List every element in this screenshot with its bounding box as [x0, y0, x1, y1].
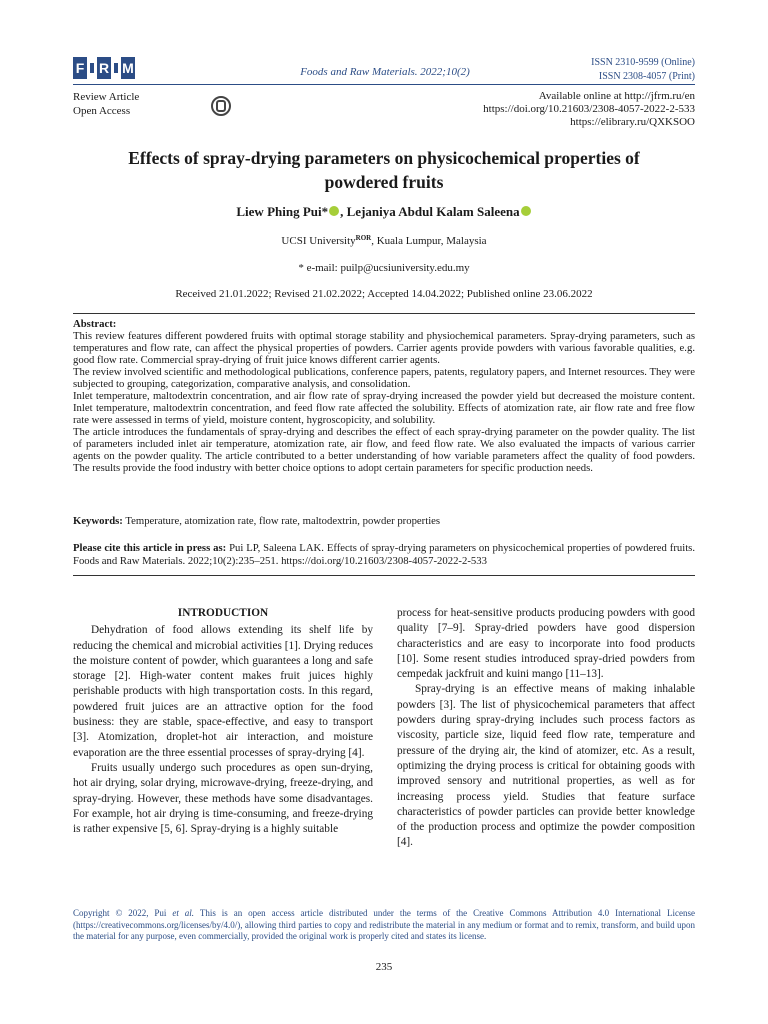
citation-label: Please cite this article in press as:: [73, 542, 227, 554]
issn-block: [591, 56, 695, 84]
affiliation-location: , Kuala Lumpur, Malaysia: [371, 235, 487, 247]
access-type: Open Access: [73, 105, 131, 117]
keywords-text: Temperature, atomization rate, flow rate, maltodextrin, powder properties: [122, 515, 441, 527]
logo-separator: [89, 57, 95, 79]
university-name: UCSI University: [281, 235, 356, 247]
logo-letter-m: M: [121, 57, 135, 79]
body-paragraph: Fruits usually undergo such procedures as open sun-drying, hot air drying, solar drying, microwave-drying, freeze-drying, and spray-drying. However, these methods have some disadvantages. For example, hot air drying is time-consuming, and freeze-drying is rather expensive [5, 6]. Spray-drying is a highly suitable: [73, 761, 373, 836]
body-column-left: [73, 606, 373, 837]
abstract-paragraph: Inlet temperature, maltodextrin concentration, and air flow rate of spray-drying increased the powder yield but decreased the moisture content. Inlet temperature, maltodextrin concentration, and feed flow rate affected the solubility. Effects of atomization rate, air flow rate and free flow rate were assessed in terms of yield, moisture content, hygroscopicity, and solubility.: [73, 390, 695, 426]
article-type: Review Article: [73, 91, 140, 103]
article-meta-right: [483, 90, 695, 129]
abstract-paragraph: This review features different powdered fruits with optimal storage stability and physiochemical parameters. Spray-drying parameters, such as temperatures and flow rate, can affect the physical properties of powders. Carrier agents provide powders with various favorable qualities, e.g. good flow rate. Commercial spray-drying of fruit juice knows different carrier agents.: [73, 330, 695, 366]
available-online-link[interactable]: Available online at http://jfrm.ru/en: [538, 90, 695, 102]
abstract-heading: Abstract:: [73, 318, 117, 330]
copyright-etal: et al.: [172, 908, 195, 918]
doi-link[interactable]: https://doi.org/10.21603/2308-4057-2022-2-533: [483, 103, 695, 115]
body-paragraph: Dehydration of food allows extending its shelf life by reducing the chemical and microbial activities [1]. Drying reduces the moisture content of powder, which guarantees a long and safe storage [2]. High-water content makes fruit juices highly perishable products with high transportation costs. In this regard, powdered fruit juices are an attractive option for the food business: they are stable, space-effective, and easy to transport [3]. Atomization, droplet-hot air interaction, and moisture evaporation are the three essential processes of spray-drying [4].: [73, 624, 373, 759]
logo-letter-r: R: [97, 57, 111, 79]
logo-separator: [113, 57, 119, 79]
body-paragraph: process for heat-sensitive products producing powders with good quality [7–9]. Spray-dried powders have good dispersion characteristics and are easy to incorporate into food products [10]. Some resent studies introduced spray-dried powders from cempedak jackfruit and kuini mango [11–13].: [397, 607, 695, 681]
keywords-label: Keywords:: [73, 515, 123, 527]
corresponding-email: * e-mail: puilp@ucsiuniversity.edu.my: [298, 262, 470, 274]
author-name: Liew Phing Pui*: [236, 204, 329, 219]
keywords: [73, 515, 695, 528]
copyright-pre: Copyright © 2022, Pui: [73, 908, 173, 918]
publication-dates: Received 21.01.2022; Revised 21.02.2022; Accepted 14.04.2022; Published online 23.06.2022: [175, 288, 593, 300]
affiliation: [80, 234, 688, 247]
body-column-right: [397, 606, 695, 851]
orcid-icon[interactable]: [521, 206, 531, 216]
header-rule: [73, 84, 695, 85]
abstract-top-rule: [73, 313, 695, 314]
author-list: [80, 204, 688, 220]
section-heading: INTRODUCTION: [177, 607, 269, 619]
orcid-icon[interactable]: [329, 206, 339, 216]
citation: [73, 542, 695, 568]
ror-icon[interactable]: ROR: [355, 234, 372, 242]
open-access-icon: [211, 96, 231, 116]
journal-name: Foods and Raw Materials. 2022;10(2): [300, 66, 470, 78]
journal-logo: [73, 57, 135, 81]
abstract: [73, 318, 695, 474]
issn-online: ISSN 2310-9599 (Online): [591, 57, 695, 68]
abstract-bottom-rule: [73, 575, 695, 576]
body-paragraph: Spray-drying is an effective means of making inhalable powders [3]. The list of physicochemical parameters that affect powders during spray-drying includes such process factors as viscosity, particle size, liquid feed flow rate, temperature and pressure of the drying air, the kind of atomizer, etc. As a result, optimizing the drying process is critical for obtaining goods with improved sensory and nutritional properties, as well as for increasing process yield. Studies that feature surface characteristics of powder particles can provide better knowledge of the production process and optimize the powder composition [4].: [397, 683, 695, 849]
article-title: Effects of spray-drying parameters on physicochemical properties of powdered fruits: [128, 148, 640, 192]
author-name: , Lejaniya Abdul Kalam Saleena: [340, 204, 520, 219]
elibrary-link[interactable]: https://elibrary.ru/QXKSOO: [570, 116, 695, 128]
article-meta-left: [73, 90, 139, 118]
copyright-text: This is an open access article distributed under the terms of the Creative Commons Attribution 4.0 International License (https://creativecommons.org/licenses/by/4.0/), allowing third parties to copy and redistribute the material in any medium or format and to remix, transform, and build upon the material for any purpose, even commercially, provided the original work is properly cited and states its license.: [73, 908, 695, 941]
issn-print: ISSN 2308-4057 (Print): [598, 71, 695, 82]
abstract-paragraph: The review involved scientific and methodological publications, conference papers, patents, regulatory papers, and Internet resources. They were subjected to grouping, categorization, comparative analysis, and consolidation.: [73, 366, 695, 390]
copyright-notice: [73, 908, 695, 943]
abstract-paragraph: The article introduces the fundamentals of spray-drying and describes the effect of each spray-drying parameter on the powder quality. The list of parameters included inlet air temperature, atomization rate, air flow, and feed flow rate. We also evaluated the impacts of various carrier agents on the powder quality. The article contributed to a better understanding of how variable parameters affect the quality of food powders. The results provide the food industry with better choice options to adopt certain parameters for specific production needs.: [73, 426, 695, 474]
logo-letter-f: F: [73, 57, 87, 79]
citation-text: Pui LP, Saleena LAK. Effects of spray-drying parameters on physicochemical properties of powdered fruits. Foods and Raw Materials. 2022;10(2):235–251. https://doi.org/10.21603/2308-4057-2022-2-533: [73, 542, 695, 567]
page-number: 235: [375, 961, 393, 973]
